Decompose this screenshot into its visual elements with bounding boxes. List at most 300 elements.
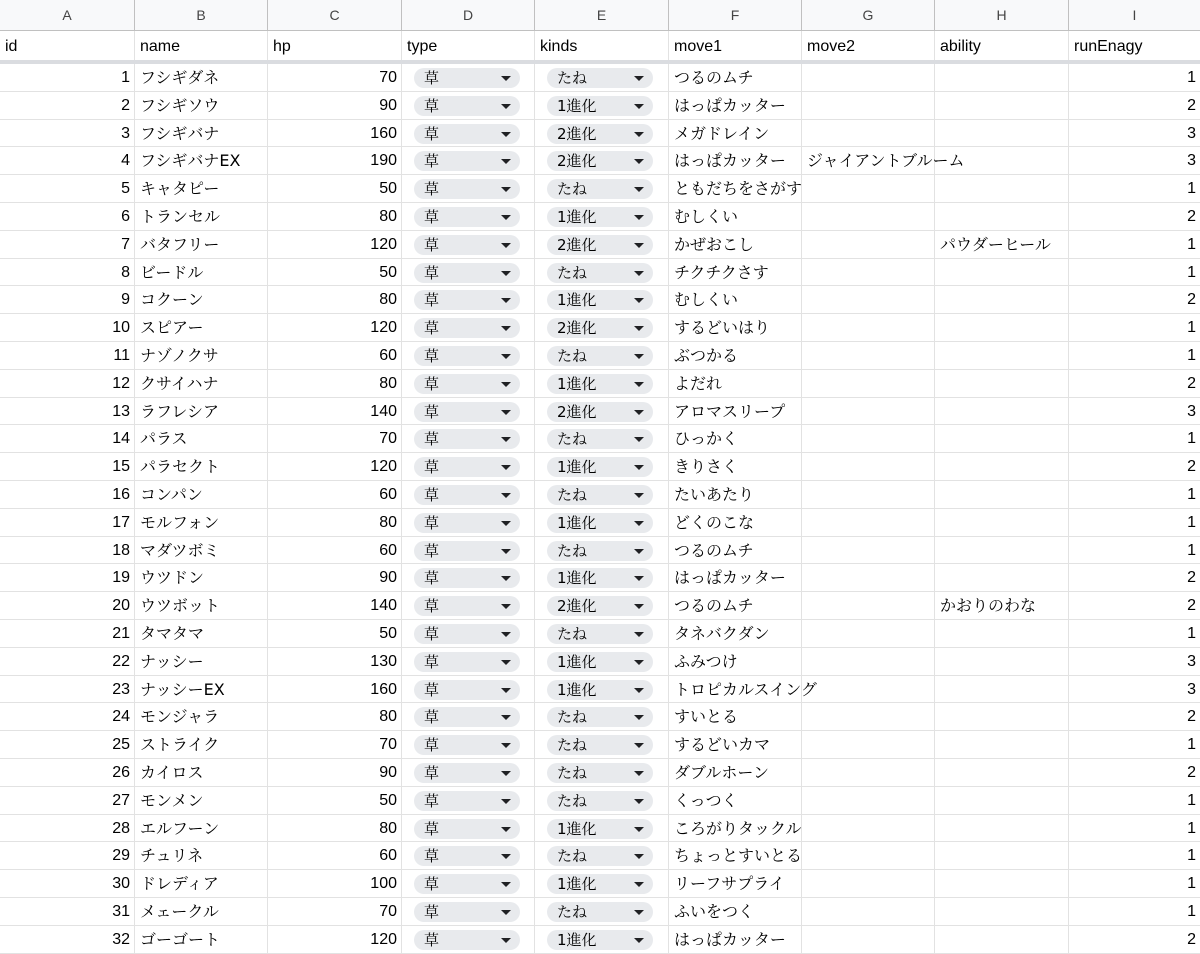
column-header-d[interactable]: D: [402, 0, 535, 30]
cell-type[interactable]: [402, 64, 535, 92]
field-cell-name[interactable]: name: [135, 31, 268, 60]
chevron-down-icon[interactable]: [634, 549, 644, 554]
type-dropdown-chip[interactable]: [414, 207, 520, 227]
kinds-dropdown-chip[interactable]: [547, 624, 653, 644]
cell-id[interactable]: [0, 537, 135, 565]
cell-name[interactable]: [135, 425, 268, 453]
cell-type[interactable]: [402, 842, 535, 870]
cell-kinds[interactable]: [535, 620, 669, 648]
chevron-down-icon[interactable]: [501, 187, 511, 192]
cell-name[interactable]: [135, 509, 268, 537]
cell-kinds[interactable]: [535, 453, 669, 481]
cell-name[interactable]: [135, 815, 268, 843]
cell-ability[interactable]: [935, 314, 1069, 342]
cell-name[interactable]: [135, 92, 268, 120]
type-dropdown-chip[interactable]: [414, 707, 520, 727]
type-dropdown-chip[interactable]: [414, 568, 520, 588]
cell-id[interactable]: [0, 870, 135, 898]
chevron-down-icon[interactable]: [634, 132, 644, 137]
kinds-dropdown-chip[interactable]: [547, 791, 653, 811]
column-header-a[interactable]: A: [0, 0, 135, 30]
cell-kinds[interactable]: [535, 370, 669, 398]
cell-name[interactable]: [135, 342, 268, 370]
cell-type[interactable]: [402, 120, 535, 148]
cell-move1[interactable]: [669, 703, 802, 731]
cell-hp[interactable]: [268, 286, 402, 314]
chevron-down-icon[interactable]: [501, 715, 511, 720]
cell-runenagy[interactable]: [1069, 676, 1200, 704]
cell-move1[interactable]: [669, 64, 802, 92]
chevron-down-icon[interactable]: [634, 521, 644, 526]
chevron-down-icon[interactable]: [501, 799, 511, 804]
chevron-down-icon[interactable]: [634, 910, 644, 915]
cell-name[interactable]: [135, 564, 268, 592]
cell-kinds[interactable]: [535, 564, 669, 592]
column-header-f[interactable]: F: [669, 0, 802, 30]
type-dropdown-chip[interactable]: [414, 930, 520, 950]
cell-hp[interactable]: [268, 648, 402, 676]
chevron-down-icon[interactable]: [634, 688, 644, 693]
cell-ability[interactable]: [935, 815, 1069, 843]
kinds-dropdown-chip[interactable]: [547, 902, 653, 922]
kinds-dropdown-chip[interactable]: [547, 819, 653, 839]
cell-ability[interactable]: [935, 92, 1069, 120]
cell-runenagy[interactable]: [1069, 537, 1200, 565]
chevron-down-icon[interactable]: [501, 660, 511, 665]
cell-kinds[interactable]: [535, 203, 669, 231]
cell-runenagy[interactable]: [1069, 203, 1200, 231]
cell-move1[interactable]: [669, 203, 802, 231]
type-dropdown-chip[interactable]: [414, 124, 520, 144]
kinds-dropdown-chip[interactable]: [547, 874, 653, 894]
cell-move2[interactable]: [802, 453, 935, 481]
cell-move2[interactable]: [802, 592, 935, 620]
cell-kinds[interactable]: [535, 175, 669, 203]
cell-move1[interactable]: [669, 592, 802, 620]
cell-name[interactable]: [135, 481, 268, 509]
cell-move1[interactable]: [669, 676, 817, 704]
field-cell-kinds[interactable]: kinds: [535, 31, 669, 60]
cell-ability[interactable]: [935, 286, 1069, 314]
cell-runenagy[interactable]: [1069, 231, 1200, 259]
cell-id[interactable]: [0, 703, 135, 731]
cell-kinds[interactable]: [535, 120, 669, 148]
type-dropdown-chip[interactable]: [414, 791, 520, 811]
cell-move2[interactable]: [802, 203, 935, 231]
cell-move2[interactable]: [802, 370, 935, 398]
cell-move1[interactable]: [669, 314, 802, 342]
cell-hp[interactable]: [268, 425, 402, 453]
cell-ability[interactable]: [935, 537, 1069, 565]
cell-ability[interactable]: [935, 564, 1069, 592]
chevron-down-icon[interactable]: [501, 743, 511, 748]
cell-type[interactable]: [402, 926, 535, 954]
cell-hp[interactable]: [268, 64, 402, 92]
cell-hp[interactable]: [268, 509, 402, 537]
cell-move1[interactable]: [669, 926, 802, 954]
kinds-dropdown-chip[interactable]: [547, 318, 653, 338]
cell-kinds[interactable]: [535, 592, 669, 620]
cell-runenagy[interactable]: [1069, 64, 1200, 92]
cell-ability[interactable]: [935, 870, 1069, 898]
kinds-dropdown-chip[interactable]: [547, 680, 653, 700]
chevron-down-icon[interactable]: [634, 410, 644, 415]
chevron-down-icon[interactable]: [634, 104, 644, 109]
chevron-down-icon[interactable]: [634, 76, 644, 81]
cell-runenagy[interactable]: [1069, 620, 1200, 648]
cell-id[interactable]: [0, 398, 135, 426]
type-dropdown-chip[interactable]: [414, 68, 520, 88]
cell-type[interactable]: [402, 620, 535, 648]
cell-move2[interactable]: [802, 64, 935, 92]
chevron-down-icon[interactable]: [634, 799, 644, 804]
cell-type[interactable]: [402, 648, 535, 676]
cell-hp[interactable]: [268, 259, 402, 287]
chevron-down-icon[interactable]: [634, 743, 644, 748]
cell-runenagy[interactable]: [1069, 731, 1200, 759]
cell-kinds[interactable]: [535, 870, 669, 898]
chevron-down-icon[interactable]: [501, 549, 511, 554]
chevron-down-icon[interactable]: [501, 104, 511, 109]
chevron-down-icon[interactable]: [634, 938, 644, 943]
cell-runenagy[interactable]: [1069, 370, 1200, 398]
cell-runenagy[interactable]: [1069, 759, 1200, 787]
cell-id[interactable]: [0, 620, 135, 648]
cell-hp[interactable]: [268, 203, 402, 231]
type-dropdown-chip[interactable]: [414, 680, 520, 700]
field-cell-type[interactable]: type: [402, 31, 535, 60]
field-cell-move1[interactable]: move1: [669, 31, 802, 60]
chevron-down-icon[interactable]: [501, 604, 511, 609]
chevron-down-icon[interactable]: [501, 410, 511, 415]
cell-id[interactable]: [0, 592, 135, 620]
cell-ability[interactable]: [935, 259, 1069, 287]
cell-move1[interactable]: [669, 537, 802, 565]
cell-kinds[interactable]: [535, 815, 669, 843]
cell-move1[interactable]: [669, 815, 802, 843]
cell-type[interactable]: [402, 231, 535, 259]
type-dropdown-chip[interactable]: [414, 763, 520, 783]
cell-ability[interactable]: [935, 898, 1069, 926]
cell-type[interactable]: [402, 731, 535, 759]
chevron-down-icon[interactable]: [501, 632, 511, 637]
cell-runenagy[interactable]: [1069, 92, 1200, 120]
chevron-down-icon[interactable]: [634, 632, 644, 637]
chevron-down-icon[interactable]: [634, 187, 644, 192]
cell-type[interactable]: [402, 509, 535, 537]
cell-id[interactable]: [0, 64, 135, 92]
cell-id[interactable]: [0, 898, 135, 926]
chevron-down-icon[interactable]: [501, 298, 511, 303]
cell-move1[interactable]: [669, 175, 802, 203]
cell-move2[interactable]: [802, 425, 935, 453]
cell-move1[interactable]: [669, 842, 802, 870]
cell-kinds[interactable]: [535, 898, 669, 926]
kinds-dropdown-chip[interactable]: [547, 96, 653, 116]
cell-kinds[interactable]: [535, 731, 669, 759]
cell-move1[interactable]: [669, 286, 802, 314]
cell-move2[interactable]: [802, 537, 935, 565]
cell-id[interactable]: [0, 564, 135, 592]
cell-move1[interactable]: [669, 759, 802, 787]
cell-name[interactable]: [135, 620, 268, 648]
column-header-c[interactable]: C: [268, 0, 402, 30]
cell-id[interactable]: [0, 175, 135, 203]
cell-hp[interactable]: [268, 537, 402, 565]
chevron-down-icon[interactable]: [634, 243, 644, 248]
cell-id[interactable]: [0, 286, 135, 314]
cell-id[interactable]: [0, 120, 135, 148]
cell-hp[interactable]: [268, 314, 402, 342]
chevron-down-icon[interactable]: [634, 437, 644, 442]
cell-kinds[interactable]: [535, 342, 669, 370]
cell-ability[interactable]: [935, 64, 1069, 92]
cell-ability[interactable]: [935, 231, 1069, 259]
chevron-down-icon[interactable]: [501, 827, 511, 832]
cell-type[interactable]: [402, 425, 535, 453]
type-dropdown-chip[interactable]: [414, 874, 520, 894]
chevron-down-icon[interactable]: [501, 688, 511, 693]
cell-move1[interactable]: [669, 898, 802, 926]
cell-ability[interactable]: [935, 398, 1069, 426]
kinds-dropdown-chip[interactable]: [547, 707, 653, 727]
cell-name[interactable]: [135, 314, 268, 342]
type-dropdown-chip[interactable]: [414, 819, 520, 839]
cell-move2[interactable]: [802, 120, 935, 148]
cell-id[interactable]: [0, 453, 135, 481]
chevron-down-icon[interactable]: [634, 159, 644, 164]
cell-move2[interactable]: [802, 286, 935, 314]
column-header-g[interactable]: G: [802, 0, 935, 30]
cell-move2[interactable]: [802, 175, 935, 203]
chevron-down-icon[interactable]: [501, 882, 511, 887]
cell-runenagy[interactable]: [1069, 314, 1200, 342]
cell-name[interactable]: [135, 120, 268, 148]
kinds-dropdown-chip[interactable]: [547, 513, 653, 533]
kinds-dropdown-chip[interactable]: [547, 457, 653, 477]
cell-move1[interactable]: [669, 481, 802, 509]
kinds-dropdown-chip[interactable]: [547, 429, 653, 449]
cell-ability[interactable]: [935, 759, 1069, 787]
cell-kinds[interactable]: [535, 64, 669, 92]
cell-type[interactable]: [402, 870, 535, 898]
type-dropdown-chip[interactable]: [414, 652, 520, 672]
kinds-dropdown-chip[interactable]: [547, 402, 653, 422]
cell-name[interactable]: [135, 537, 268, 565]
type-dropdown-chip[interactable]: [414, 429, 520, 449]
field-cell-id[interactable]: id: [0, 31, 135, 60]
column-header-b[interactable]: B: [135, 0, 268, 30]
cell-ability[interactable]: [935, 787, 1069, 815]
cell-name[interactable]: [135, 870, 268, 898]
cell-id[interactable]: [0, 370, 135, 398]
chevron-down-icon[interactable]: [501, 465, 511, 470]
chevron-down-icon[interactable]: [501, 938, 511, 943]
cell-hp[interactable]: [268, 342, 402, 370]
cell-runenagy[interactable]: [1069, 926, 1200, 954]
cell-runenagy[interactable]: [1069, 815, 1200, 843]
chevron-down-icon[interactable]: [501, 76, 511, 81]
cell-kinds[interactable]: [535, 231, 669, 259]
type-dropdown-chip[interactable]: [414, 457, 520, 477]
type-dropdown-chip[interactable]: [414, 846, 520, 866]
cell-hp[interactable]: [268, 870, 402, 898]
type-dropdown-chip[interactable]: [414, 485, 520, 505]
cell-hp[interactable]: [268, 676, 402, 704]
cell-name[interactable]: [135, 759, 268, 787]
cell-move2[interactable]: [802, 898, 935, 926]
cell-move2[interactable]: [802, 231, 935, 259]
cell-runenagy[interactable]: [1069, 481, 1200, 509]
chevron-down-icon[interactable]: [501, 437, 511, 442]
chevron-down-icon[interactable]: [501, 521, 511, 526]
cell-id[interactable]: [0, 425, 135, 453]
kinds-dropdown-chip[interactable]: [547, 735, 653, 755]
type-dropdown-chip[interactable]: [414, 235, 520, 255]
kinds-dropdown-chip[interactable]: [547, 124, 653, 144]
type-dropdown-chip[interactable]: [414, 513, 520, 533]
cell-hp[interactable]: [268, 175, 402, 203]
chevron-down-icon[interactable]: [501, 159, 511, 164]
type-dropdown-chip[interactable]: [414, 263, 520, 283]
chevron-down-icon[interactable]: [501, 910, 511, 915]
kinds-dropdown-chip[interactable]: [547, 596, 653, 616]
cell-kinds[interactable]: [535, 537, 669, 565]
cell-name[interactable]: [135, 175, 268, 203]
cell-hp[interactable]: [268, 564, 402, 592]
kinds-dropdown-chip[interactable]: [547, 151, 653, 171]
cell-move1[interactable]: [669, 870, 802, 898]
cell-hp[interactable]: [268, 787, 402, 815]
column-header-i[interactable]: I: [1132, 7, 1137, 23]
cell-name[interactable]: [135, 926, 268, 954]
chevron-down-icon[interactable]: [634, 854, 644, 859]
cell-hp[interactable]: [268, 759, 402, 787]
type-dropdown-chip[interactable]: [414, 374, 520, 394]
cell-move2[interactable]: [802, 926, 935, 954]
chevron-down-icon[interactable]: [501, 354, 511, 359]
cell-type[interactable]: [402, 259, 535, 287]
cell-move1[interactable]: [669, 259, 802, 287]
cell-hp[interactable]: [268, 620, 402, 648]
cell-hp[interactable]: [268, 231, 402, 259]
field-cell-move2[interactable]: move2: [802, 31, 935, 60]
cell-hp[interactable]: [268, 453, 402, 481]
cell-runenagy[interactable]: [1069, 120, 1200, 148]
cell-id[interactable]: [0, 731, 135, 759]
cell-runenagy[interactable]: [1069, 286, 1200, 314]
chevron-down-icon[interactable]: [634, 271, 644, 276]
cell-move2[interactable]: [802, 259, 935, 287]
cell-kinds[interactable]: [535, 481, 669, 509]
chevron-down-icon[interactable]: [501, 326, 511, 331]
cell-hp[interactable]: [268, 481, 402, 509]
cell-type[interactable]: [402, 481, 535, 509]
cell-move2[interactable]: [802, 787, 935, 815]
cell-runenagy[interactable]: [1069, 898, 1200, 926]
cell-name[interactable]: [135, 731, 268, 759]
chevron-down-icon[interactable]: [501, 271, 511, 276]
cell-type[interactable]: [402, 453, 535, 481]
cell-move2[interactable]: [802, 620, 935, 648]
type-dropdown-chip[interactable]: [414, 290, 520, 310]
cell-move1[interactable]: [669, 620, 802, 648]
cell-id[interactable]: [0, 314, 135, 342]
cell-id[interactable]: [0, 147, 135, 175]
cell-hp[interactable]: [268, 815, 402, 843]
cell-type[interactable]: [402, 815, 535, 843]
cell-move1[interactable]: [669, 342, 802, 370]
cell-id[interactable]: [0, 648, 135, 676]
cell-name[interactable]: [135, 370, 268, 398]
cell-id[interactable]: [0, 842, 135, 870]
cell-id[interactable]: [0, 787, 135, 815]
cell-ability[interactable]: [935, 203, 1069, 231]
cell-runenagy[interactable]: [1069, 787, 1200, 815]
kinds-dropdown-chip[interactable]: [547, 179, 653, 199]
cell-name[interactable]: [135, 787, 268, 815]
kinds-dropdown-chip[interactable]: [547, 763, 653, 783]
cell-runenagy[interactable]: [1069, 564, 1200, 592]
cell-id[interactable]: [0, 231, 135, 259]
cell-id[interactable]: [0, 342, 135, 370]
cell-runenagy[interactable]: [1069, 509, 1200, 537]
cell-name[interactable]: [135, 147, 268, 175]
chevron-down-icon[interactable]: [501, 243, 511, 248]
cell-ability[interactable]: [935, 342, 1069, 370]
chevron-down-icon[interactable]: [634, 827, 644, 832]
cell-id[interactable]: [0, 509, 135, 537]
chevron-down-icon[interactable]: [634, 465, 644, 470]
type-dropdown-chip[interactable]: [414, 596, 520, 616]
field-cell-ability[interactable]: ability: [935, 31, 1069, 60]
chevron-down-icon[interactable]: [634, 215, 644, 220]
kinds-dropdown-chip[interactable]: [547, 235, 653, 255]
cell-type[interactable]: [402, 703, 535, 731]
cell-hp[interactable]: [268, 592, 402, 620]
cell-name[interactable]: [135, 592, 268, 620]
cell-hp[interactable]: [268, 898, 402, 926]
cell-move1[interactable]: [669, 648, 802, 676]
cell-type[interactable]: [402, 370, 535, 398]
type-dropdown-chip[interactable]: [414, 96, 520, 116]
cell-move2[interactable]: [802, 731, 935, 759]
cell-move2[interactable]: [802, 842, 935, 870]
cell-type[interactable]: [402, 759, 535, 787]
cell-kinds[interactable]: [535, 759, 669, 787]
cell-hp[interactable]: [268, 731, 402, 759]
cell-move2[interactable]: [802, 342, 935, 370]
cell-move2[interactable]: [802, 147, 965, 175]
cell-runenagy[interactable]: [1069, 342, 1200, 370]
cell-move1[interactable]: [669, 731, 802, 759]
cell-id[interactable]: [0, 926, 135, 954]
type-dropdown-chip[interactable]: [414, 346, 520, 366]
kinds-dropdown-chip[interactable]: [547, 374, 653, 394]
cell-kinds[interactable]: [535, 259, 669, 287]
kinds-dropdown-chip[interactable]: [547, 207, 653, 227]
kinds-dropdown-chip[interactable]: [547, 346, 653, 366]
cell-move2[interactable]: [802, 92, 935, 120]
cell-name[interactable]: [135, 842, 268, 870]
cell-runenagy[interactable]: [1069, 425, 1200, 453]
cell-name[interactable]: [135, 453, 268, 481]
cell-move2[interactable]: [802, 870, 935, 898]
cell-move1[interactable]: [669, 92, 802, 120]
cell-name[interactable]: [135, 676, 268, 704]
cell-kinds[interactable]: [535, 425, 669, 453]
cell-name[interactable]: [135, 898, 268, 926]
